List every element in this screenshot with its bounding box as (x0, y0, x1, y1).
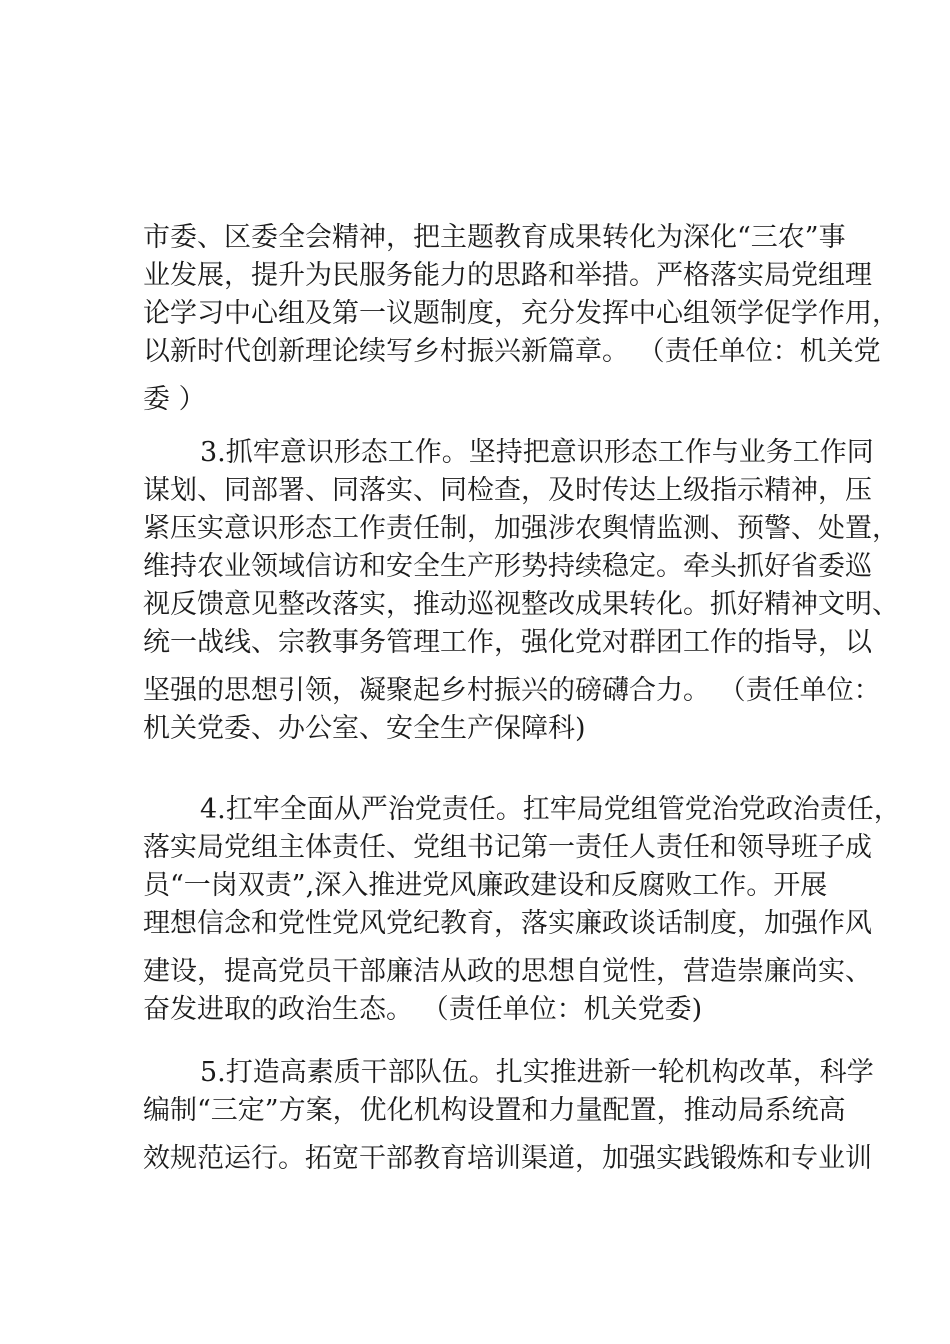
paragraph-4-line-3: 效规范运行。拓宽干部教育培训渠道，加强实践锻炼和专业训 (143, 1143, 872, 1174)
paragraph-3-line-3: 员“一岗双责”,深入推进党风廉政建设和反腐败工作。开展 (143, 870, 828, 901)
paragraph-3-line-5: 建设，提高党员干部廉洁从政的思想自觉性，营造崇廉尚实、 (143, 956, 872, 987)
paragraph-2-line-1: 3.抓牢意识形态工作。坚持把意识形态工作与业务工作同 (200, 437, 874, 468)
paragraph-4-line-2: 编制“三定”方案，优化机构设置和力量配置，推动局系统高 (143, 1095, 846, 1126)
paragraph-1-line-1: 市委、区委全会精神，把主题教育成果转化为深化“三农”事 (143, 222, 846, 253)
paragraph-2-line-7: 坚强的思想引领，凝聚起乡村振兴的磅礴合力。 （责任单位： (143, 675, 881, 706)
paragraph-1-line-4: 以新时代创新理论续写乡村振兴新篇章。 （责任单位：机关党 (143, 336, 881, 367)
paragraph-1-line-2: 业发展，提升为民服务能力的思路和举措。严格落实局党组理 (143, 260, 872, 291)
paragraph-4-line-1: 5.打造高素质干部队伍。扎实推进新一轮机构改革，科学 (200, 1057, 874, 1088)
paragraph-2-line-4: 维持农业领域信访和安全生产形势持续稳定。牵头抓好省委巡 (143, 551, 872, 582)
paragraph-2-line-5: 视反馈意见整改落实，推动巡视整改成果转化。抓好精神文明、 (143, 589, 899, 620)
paragraph-2-line-6: 统一战线、宗教事务管理工作，强化党对群团工作的指导，以 (143, 627, 872, 658)
paragraph-3-line-4: 理想信念和党性党风党纪教育，落实廉政谈话制度，加强作风 (143, 908, 872, 939)
paragraph-3-line-6: 奋发进取的政治生态。 （责任单位：机关党委) (143, 994, 703, 1025)
paragraph-2-line-2: 谋划、同部署、同落实、同检查，及时传达上级指示精神，压 (143, 475, 872, 506)
paragraph-3-line-1: 4.扛牢全面从严治党责任。扛牢局党组管党治党政治责任， (200, 794, 901, 825)
paragraph-1-line-3: 论学习中心组及第一议题制度，充分发挥中心组领学促学作用， (143, 298, 899, 329)
paragraph-2-line-3: 紧压实意识形态工作责任制，加强涉农舆情监测、预警、处置， (143, 513, 899, 544)
paragraph-3-line-2: 落实局党组主体责任、党组书记第一责任人责任和领导班子成 (143, 832, 872, 863)
paragraph-2-line-8: 机关党委、办公室、安全生产保障科) (143, 713, 586, 744)
paragraph-1-line-5: 委 ） (143, 384, 206, 415)
